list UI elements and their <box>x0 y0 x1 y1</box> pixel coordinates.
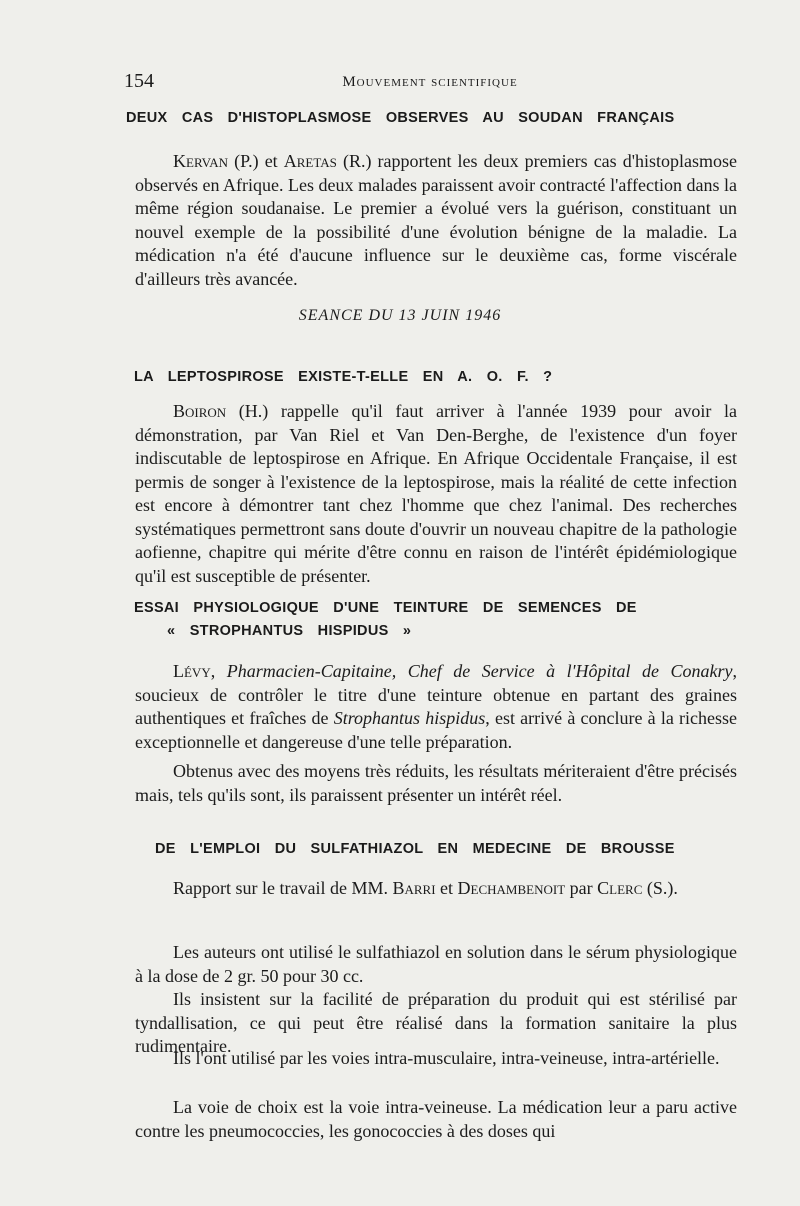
running-title: Mouvement scientifique <box>342 74 518 90</box>
author-name: Lévy <box>173 661 211 681</box>
author-role: Pharmacien-Capitaine, Chef de Service à l'Hôpital de Conakry <box>226 661 733 681</box>
paragraph-strophantus-results: Obtenus avec des moyens très réduits, les résultats mériteraient d'être précisés mais, tels qu'ils sont, ils paraissent présenter un intérêt réel. <box>135 761 737 805</box>
session-date: SEANCE DU 13 JUIN 1946 <box>298 307 502 324</box>
author-name: Boiron <box>173 401 227 421</box>
author-name: Clerc <box>597 878 643 898</box>
paragraph-strophantus: Lévy, Pharmacien-Capitaine, Chef de Service à l'Hôpital de Conakry, soucieux de contrôler le titre d'une teinture obtenue en partant des graines authentiques et fraîches de Strophantus hispidus, est arrivé à conclure à la richesse exceptionnelle et dangereuse d'une telle préparation. <box>135 661 738 752</box>
author-name: Kervan <box>173 151 229 171</box>
section-title-histoplasmose: DEUX CAS D'HISTOPLASMOSE OBSERVES AU SOUDAN FRANÇAIS <box>126 110 675 126</box>
author-name: Aretas <box>283 151 337 171</box>
author-name: Dechambenoit <box>457 878 566 898</box>
species-name: Strophantus hispidus <box>333 708 486 728</box>
paragraph-sulfathiazol-1: Les auteurs ont utilisé le sulfathiazol en solution dans le sérum physiologique à la dose de 2 gr. 50 pour 30 cc. <box>135 942 737 986</box>
paragraph-sulfathiazol-2: Ils insistent sur la facilité de préparation du produit qui est stérilisé par tyndallisation, ce qui peut être réalisé dans la formation sanitaire la plus rudimentaire. <box>135 989 737 1056</box>
section-title-strophantus-line2: « STROPHANTUS HISPIDUS » <box>167 623 412 639</box>
paragraph-sulfathiazol-3: Ils l'ont utilisé par les voies intra-musculaire, intra-veineuse, intra-artérielle. <box>173 1048 720 1068</box>
page-header <box>124 70 736 94</box>
section-title-sulfathiazol: DE L'EMPLOI DU SULFATHIAZOL EN MEDECINE DE BROUSSE <box>155 841 675 857</box>
paragraph-leptospirose: Boiron (H.) rappelle qu'il faut arriver à l'année 1939 pour avoir la démonstration, par Van Riel et Van Den-Berghe, de l'existence d'un foyer indiscutable de leptospirose en Afrique. En Afrique Occidentale Française, il est permis de songer à l'existence de la leptospirose, mais la réalité de cette infection est encore à démontrer tant chez l'homme que chez l'animal. Des recherches systématiques permettront sans doute d'ouvrir un nouveau chapitre de la pathologie aofienne, chapitre qui mérite d'être connu en raison de l'intérêt épidémiologique qu'il est susceptible de présenter. <box>135 401 737 586</box>
section-title-leptospirose: LA LEPTOSPIROSE EXISTE-T-ELLE EN A. O. F. ? <box>134 369 553 385</box>
author-name: Barri <box>392 878 436 898</box>
paragraph-rapport: Rapport sur le travail de MM. Barri et Dechambenoit par Clerc (S.). <box>173 878 678 898</box>
section-title-strophantus-line1: ESSAI PHYSIOLOGIQUE D'UNE TEINTURE DE SEMENCES DE <box>134 600 637 616</box>
paragraph-sulfathiazol-4: La voie de choix est la voie intra-veineuse. La médication leur a paru active contre les pneumococcies, les gonococcies à des doses qui <box>135 1097 737 1141</box>
page-number: 154 <box>124 70 154 92</box>
paragraph-histoplasmose: Kervan (P.) et Aretas (R.) rapportent les deux premiers cas d'histoplasmose observés en Afrique. Les deux malades paraissent avoir contracté l'affection dans la même région soudanaise. Le premier a évolué vers la guérison, constituant un nouvel exemple de la possibilité d'une évolution bénigne de la maladie. La médication n'a été d'aucune influence sur le deuxième cas, forme viscérale d'ailleurs très avancée. <box>135 151 737 289</box>
